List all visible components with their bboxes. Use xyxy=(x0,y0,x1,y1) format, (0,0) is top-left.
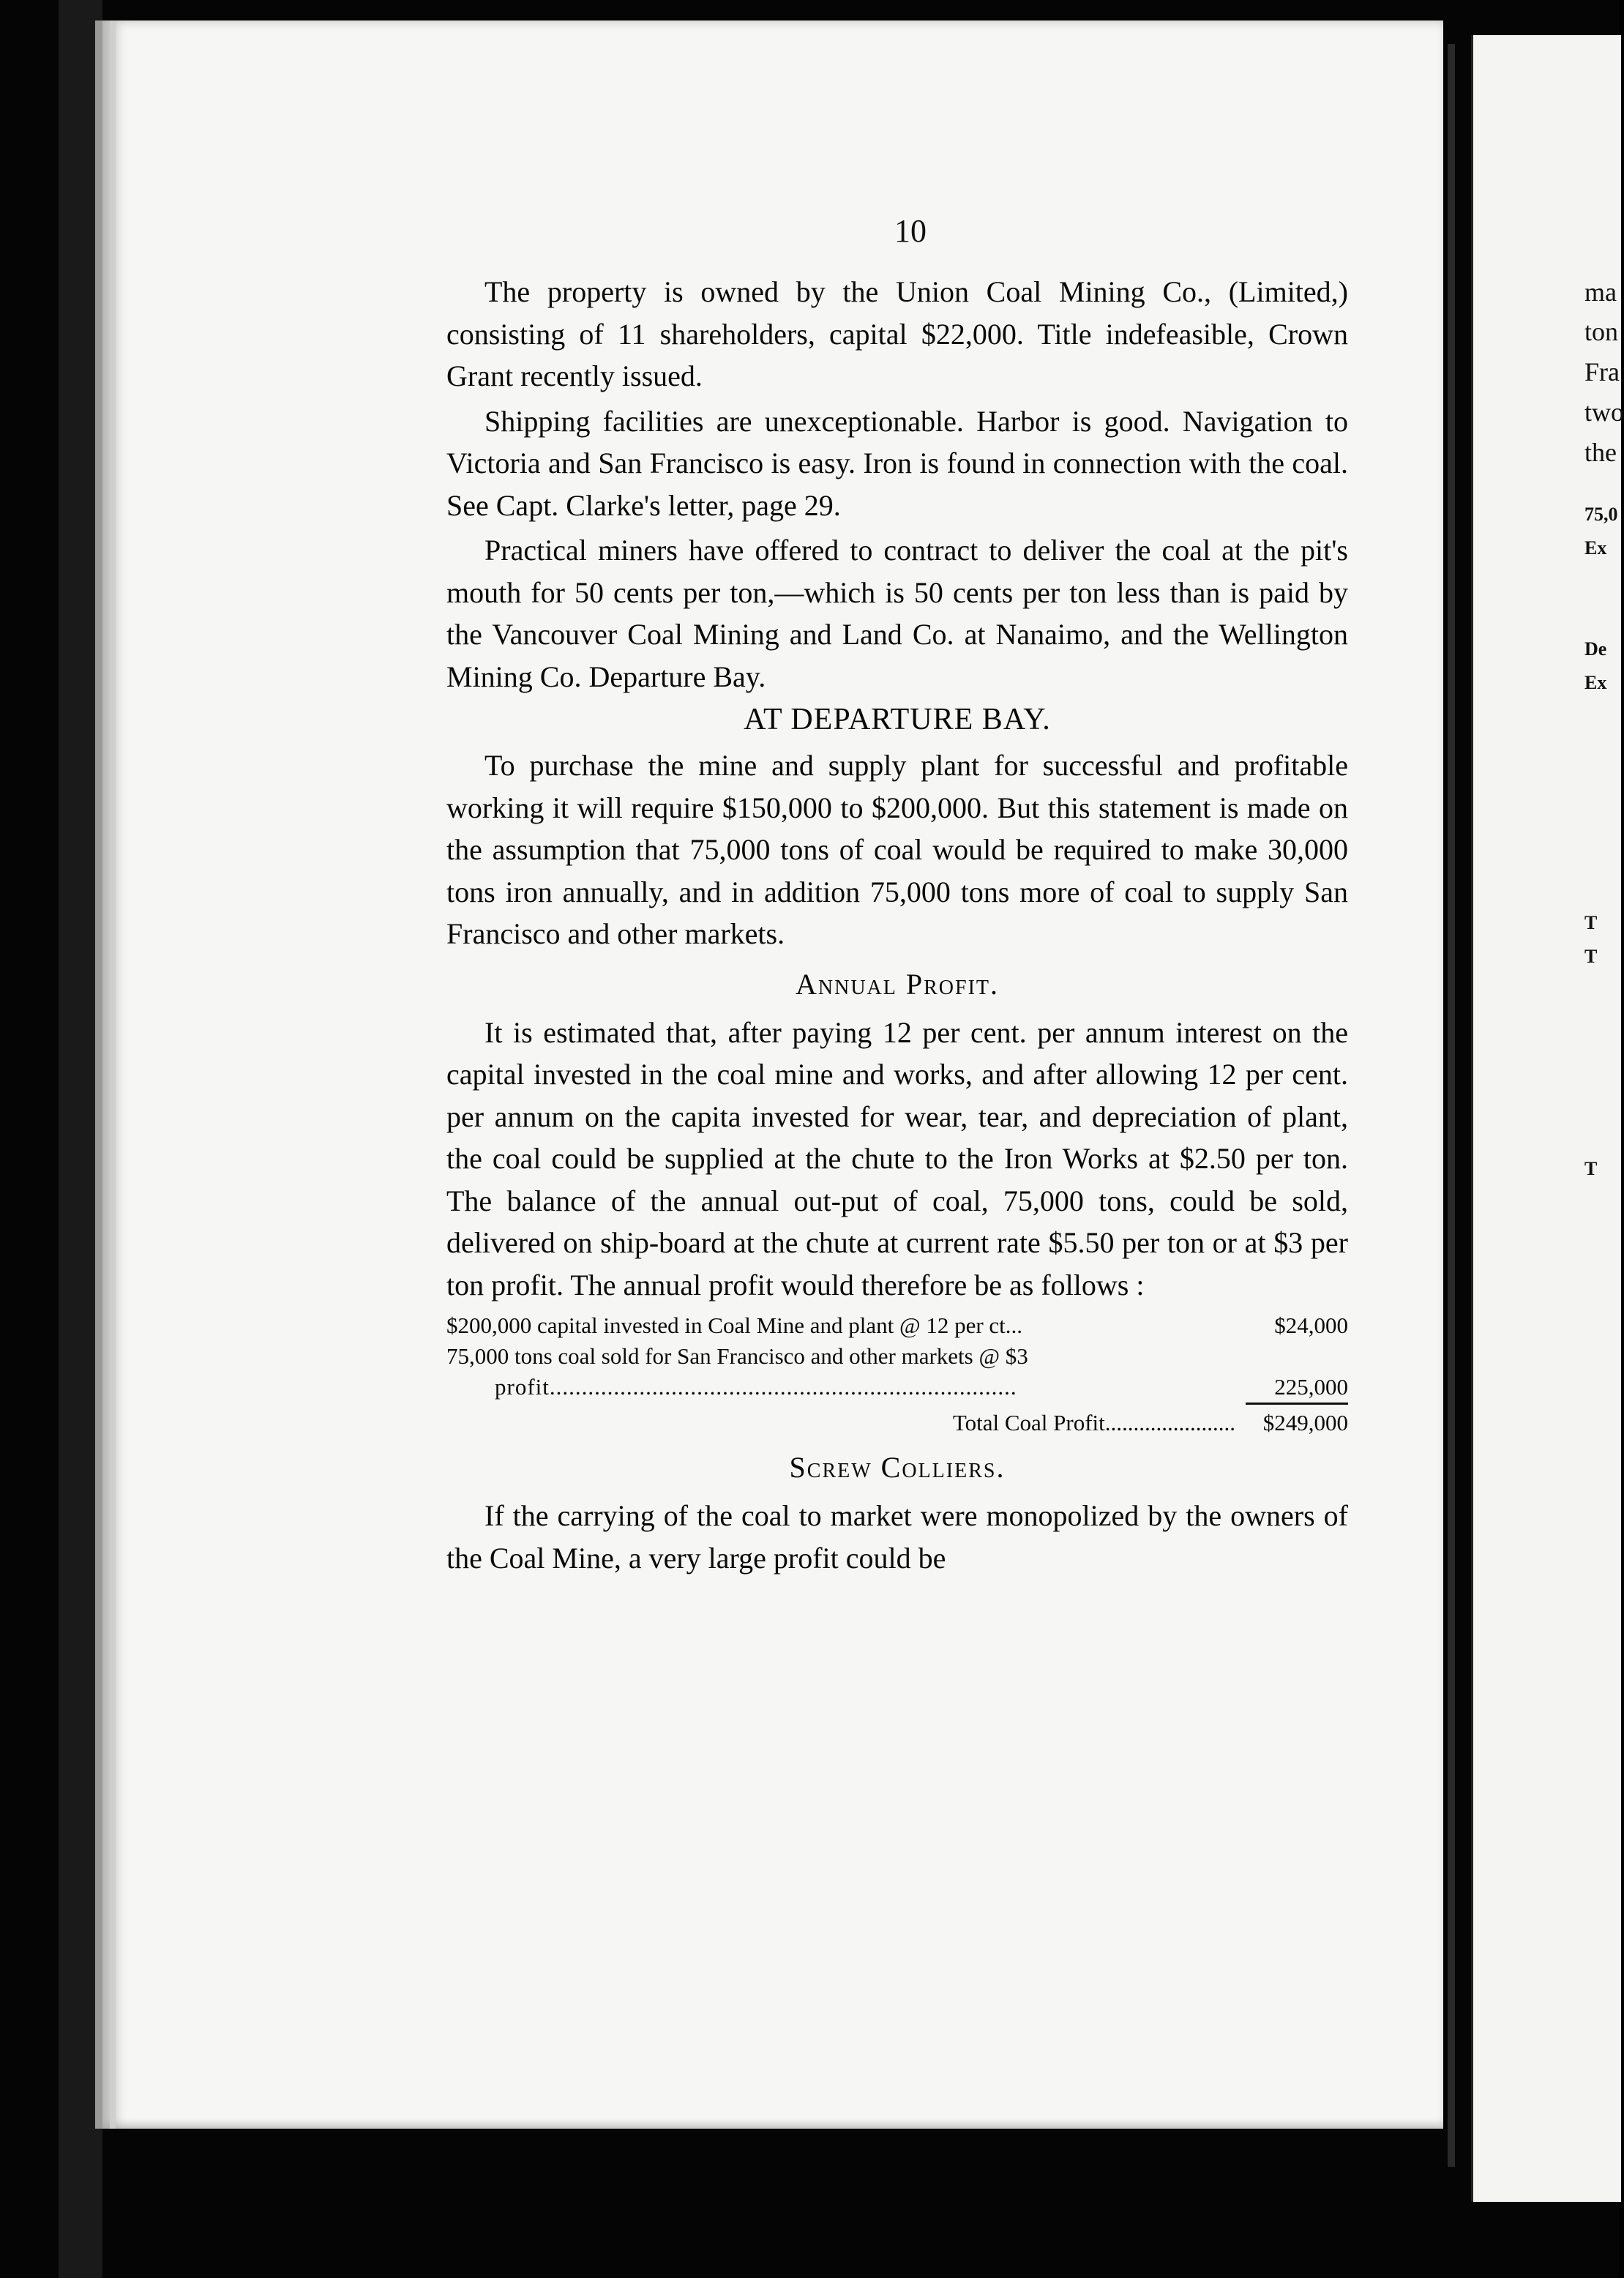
adjacent-page-fragment: T xyxy=(1584,1158,1598,1179)
adjacent-page-fragment: T xyxy=(1584,912,1598,933)
adjacent-page-fragment: Ex xyxy=(1584,537,1607,559)
page-edge xyxy=(110,20,116,2129)
paragraph-screw-colliers: If the carrying of the coal to market were monopolized by the owners of the Coal Mine, a very large profit could be xyxy=(446,1499,1348,1575)
adjacent-page-fragment: De xyxy=(1584,638,1607,660)
table-row xyxy=(446,1372,1348,1403)
table-cell-amount: $24,000 xyxy=(1274,1312,1348,1338)
adjacent-page-fragment: 75,0 xyxy=(1584,504,1618,525)
profit-table xyxy=(446,1310,1348,1438)
adjacent-page-fragment: Ex xyxy=(1584,672,1607,693)
table-cell-total-label: Total Coal Profit....................... xyxy=(952,1410,1235,1435)
paragraph-shipping: Shipping facilities are unexceptionable. Harbor is good. Navigation to Victoria and San Francisco is easy. Iron is found in connection with the coal. See Capt. Clarke's letter, page 29. xyxy=(446,404,1348,522)
adjacent-page-fragment: the xyxy=(1584,438,1617,467)
table-row xyxy=(446,1341,1348,1372)
paragraph-property: The property is owned by the Union Coal Mining Co., (Limited,) consisting of 11 shareholders, capital $22,000. Title indefeasible, Crown Grant recently issued. xyxy=(446,275,1348,392)
adjacent-page-fragment: T xyxy=(1584,946,1598,967)
paragraph-miners: Practical miners have offered to contract to deliver the coal at the pit's mouth for 50 cents per ton,—which is 50 cents per ton less than is paid by the Vancouver Coal Mining and Land Co. at Nanaimo, and the Wellington Mining Co. Departure Bay. xyxy=(446,534,1348,693)
table-row xyxy=(446,1310,1348,1341)
page-body xyxy=(446,271,1348,1582)
table-cell-total-amount: $249,000 xyxy=(1246,1403,1348,1438)
adjacent-page-fragment: Fra xyxy=(1584,357,1620,386)
table-cell-description: profit......................................................................... xyxy=(495,1374,1017,1400)
heading-annual-profit: Annual Profit. xyxy=(795,967,999,1001)
paragraph-departure-bay: To purchase the mine and supply plant for successful and profitable working it will require $150,000 to $200,000. But this statement is made on the assumption that 75,000 tons of coal would be required to make 30,000 tons iron annually, and in addition 75,000 tons more of coal to supply San Francisco and other markets. xyxy=(446,749,1348,950)
heading-screw-colliers: Screw Colliers. xyxy=(789,1451,1006,1484)
paragraph-annual-profit: It is estimated that, after paying 12 per cent. per annum interest on the capital invested in the coal mine and works, and after allowing 12 per cent. per annum on the capita invested for wear, tear, and depreciation of plant, the coal could be supplied at the chute to the Iron Works at $2.50 per ton. The balance of the annual out-put of coal, 75,000 tons, could be sold, delivered on ship-board at the chute at current rate $5.50 per ton or at $3 per ton profit. The annual profit would therefore be as follows : xyxy=(446,1015,1348,1302)
table-cell-description: 75,000 tons coal sold for San Francisco and other markets @ $3 xyxy=(446,1343,1028,1369)
table-cell-description: $200,000 capital invested in Coal Mine and plant @ 12 per ct... xyxy=(446,1312,1023,1338)
page-gutter xyxy=(1448,44,1455,2167)
heading-departure-bay: AT DEPARTURE BAY. xyxy=(744,703,1051,736)
adjacent-page-fragment: ma xyxy=(1584,277,1617,307)
page-number: 10 xyxy=(894,213,927,249)
table-cell-amount: 225,000 xyxy=(1274,1374,1348,1400)
table-row-total xyxy=(446,1403,1348,1438)
adjacent-page-fragment: ton xyxy=(1584,317,1619,346)
adjacent-page-fragment: two xyxy=(1584,397,1624,427)
